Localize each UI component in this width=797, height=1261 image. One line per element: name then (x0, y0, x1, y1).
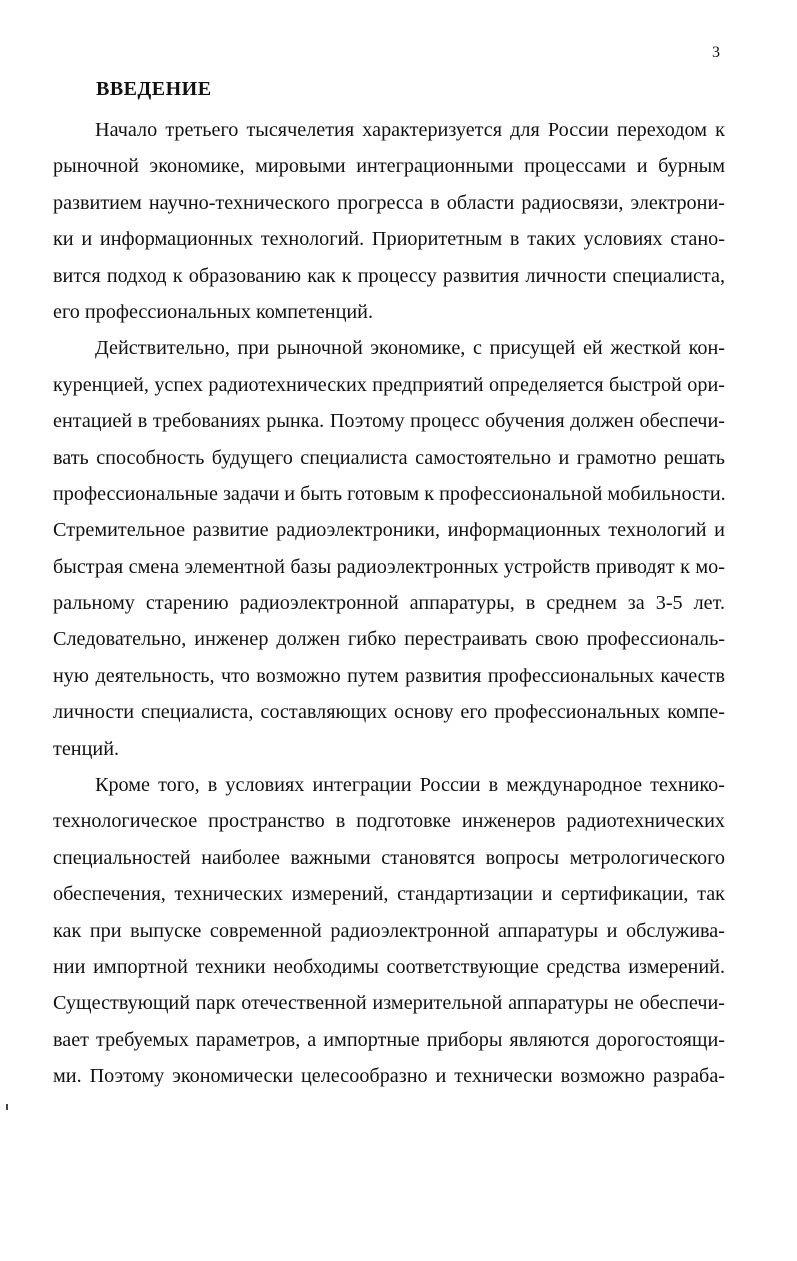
text-line: вает требуемых параметров, а импортные приборы являются дорогостоящи- (53, 1028, 725, 1051)
text-line: ми. Поэтому экономически целесообразно и технически возможно разраба- (53, 1065, 725, 1088)
page-number: 3 (712, 44, 720, 61)
paragraph (53, 330, 725, 767)
text-line: как при выпуске современной радиоэлектронной аппаратуры и обслужива- (53, 919, 725, 942)
text-line: Существующий парк отечественной измерительной аппаратуры не обеспечи- (53, 992, 725, 1015)
text-line: Кроме того, в условиях интеграции России в международное технико- (95, 774, 725, 797)
text-line: вится подход к образованию как к процессу развития личности специалиста, (53, 264, 725, 287)
text-line: ную деятельность, что возможно путем развития профессиональных качеств (53, 664, 725, 687)
text-line: тенций. (53, 737, 120, 760)
text-line: обеспечения, технических измерений, стандартизации и сертификации, так (53, 883, 725, 906)
text-line: Следовательно, инженер должен гибко перестраивать свою профессиональ- (53, 628, 725, 651)
text-line: куренцией, успех радиотехнических предприятий определяется быстрой ори- (53, 373, 725, 396)
section-heading: ВВЕДЕНИЕ (96, 78, 212, 100)
text-line: ки и информационных технологий. Приоритетным в таких условиях стано- (53, 228, 725, 251)
text-line: специальностей наиболее важными становятся вопросы метрологического (53, 846, 725, 869)
body-text (53, 112, 725, 1095)
text-line: его профессиональных компетенций. (53, 300, 374, 323)
text-line: Стремительное развитие радиоэлектроники, информационных технологий и (53, 519, 725, 542)
text-line: ральному старению радиоэлектронной аппаратуры, в среднем за 3-5 лет. (53, 592, 725, 615)
text-line: личности специалиста, составляющих основу его профессиональных компе- (53, 701, 725, 724)
scan-artifact (6, 1104, 8, 1110)
paragraph (53, 112, 725, 330)
text-line: вать способность будущего специалиста самостоятельно и грамотно решать (53, 446, 725, 469)
text-line: развитием научно-технического прогресса в области радиосвязи, электрони- (53, 191, 725, 214)
paragraph (53, 767, 725, 1095)
text-line: ентацией в требованиях рынка. Поэтому процесс обучения должен обеспечи- (53, 410, 725, 433)
text-line: рыночной экономике, мировыми интеграционными процессами и бурным (53, 155, 725, 178)
text-line: Действительно, при рыночной экономике, с присущей ей жесткой кон- (95, 337, 725, 360)
text-line: нии импортной техники необходимы соответствующие средства измерений. (53, 955, 725, 978)
text-line: быстрая смена элементной базы радиоэлектронных устройств приводят к мо- (53, 555, 725, 578)
text-line: профессиональные задачи и быть готовым к профессиональной мобильности. (53, 482, 726, 505)
text-line: технологическое пространство в подготовке инженеров радиотехнических (53, 810, 725, 833)
text-line: Начало третьего тысячелетия характеризуется для России переходом к (95, 119, 725, 141)
